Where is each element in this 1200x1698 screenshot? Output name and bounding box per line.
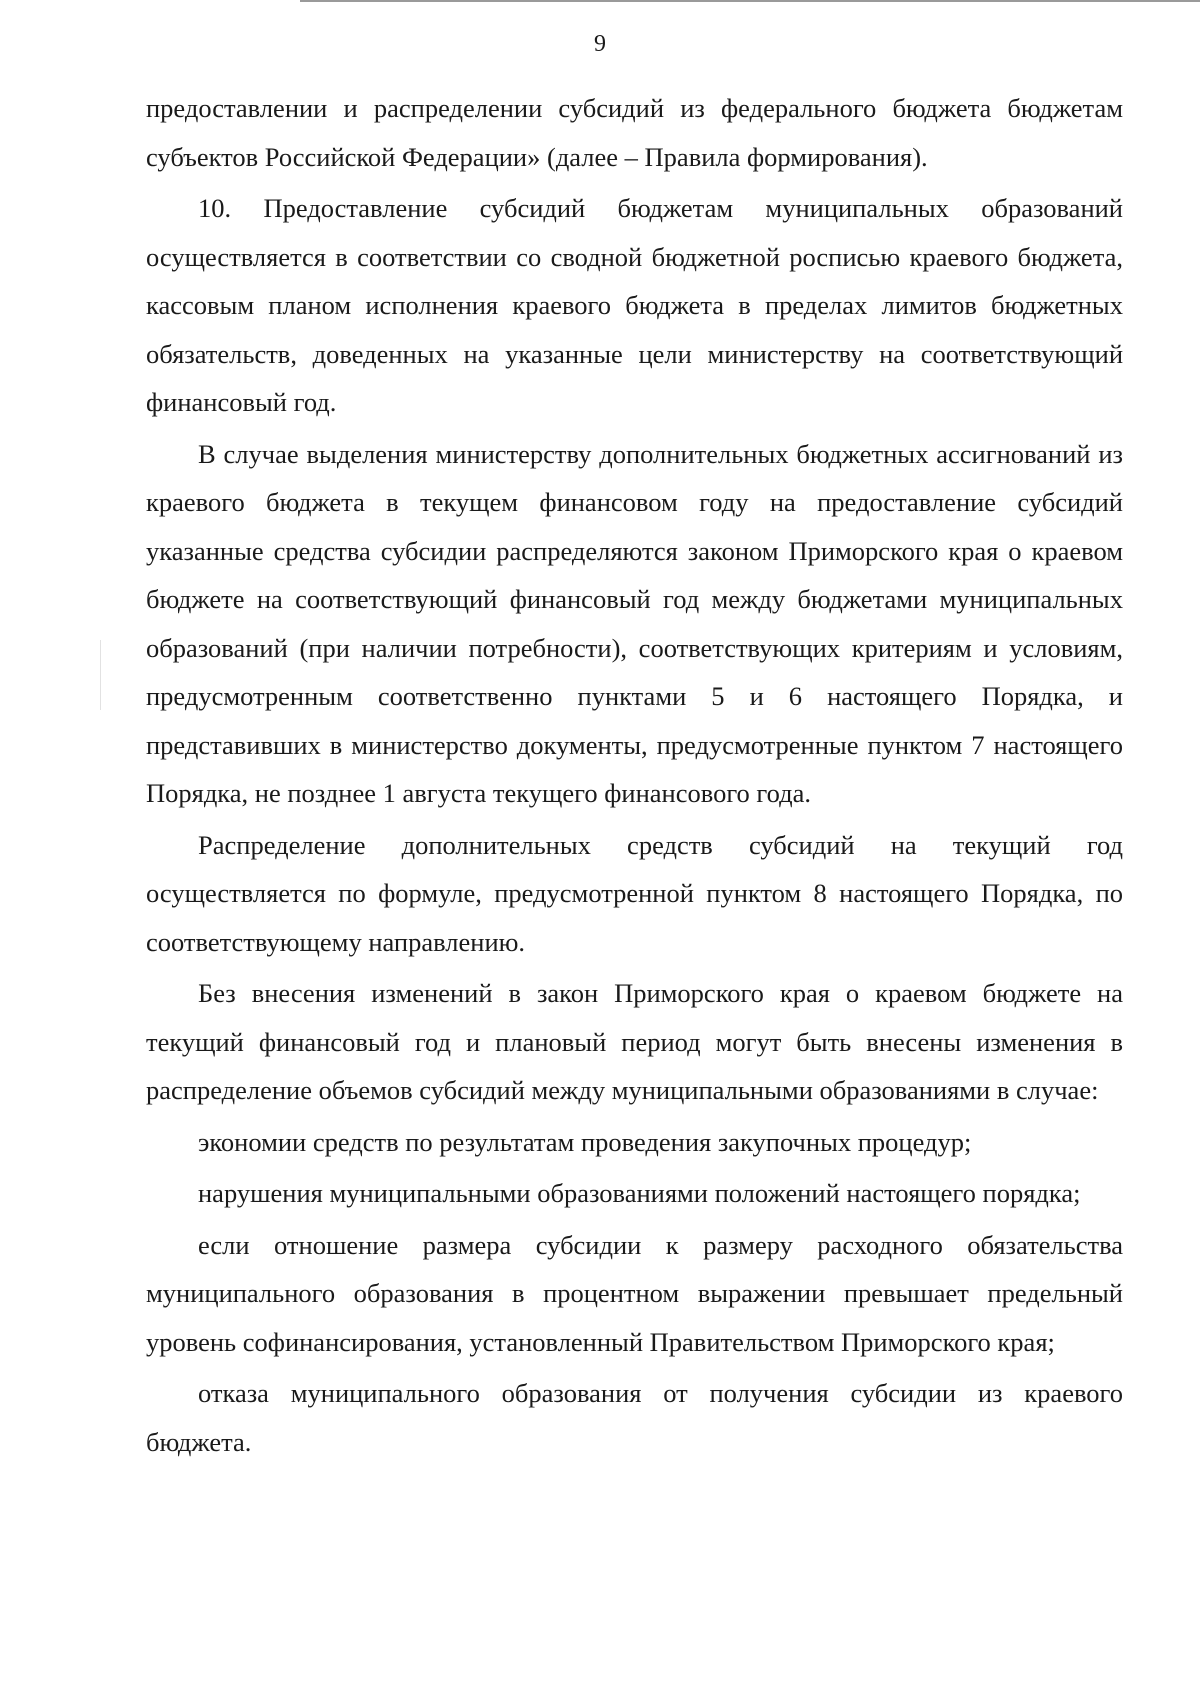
body-text (146, 84, 1123, 1469)
top-rule (300, 0, 1200, 2)
list-item-savings: экономии средств по результатам проведения закупочных процедур; (198, 1126, 972, 1157)
margin-mark (100, 640, 101, 710)
paragraph-changes-without-amendment: Без внесения изменений в закон Приморского края о краевом бюджете на текущий финансовый год и плановый период могут быть внесены изменения в распределение объемов субсидий между муниципальными образованиями в случае: (146, 978, 1123, 1105)
list-item-cofinancing-limit: если отношение размера субсидии к размеру расходного обязательства муниципального образования в процентном выражении превышает предельный уровень софинансирования, установленный Правительством Приморского края; (146, 1229, 1123, 1357)
paragraph-item-10: 10. Предоставление субсидий бюджетам муниципальных образований осуществляется в соответствии со сводной бюджетной росписью краевого бюджета, кассовым планом исполнения краевого бюджета в пределах лимитов бюджетных обязательств, доведенных на указанные цели министерству на соответствующий финансовый год. (146, 193, 1123, 417)
paragraph-additional-allocations: В случае выделения министерству дополнительных бюджетных ассигнований из краевого бюджета в текущем финансовом году на предоставление субсидий указанные средства субсидии распределяются законом Приморского края о краевом бюджете на соответствующий финансовый год между бюджетами муниципальных образований (при наличии потребности), соответствующих критериям и условиям, предусмотренным соответственно пунктами 5 и 6 настоящего Порядка, и представивших в министерство документы, предусмотренные пунктом 7 настоящего Порядка, не позднее 1 августа текущего финансового года. (146, 438, 1123, 808)
list-item-violations: нарушения муниципальными образованиями положений настоящего порядка; (198, 1178, 1081, 1208)
list-item-refusal: отказа муниципального образования от получения субсидии из краевого бюджета. (146, 1378, 1123, 1457)
page-number: 9 (594, 31, 606, 57)
paragraph-continuation: предоставлении и распределении субсидий из федерального бюджета бюджетам субъектов Российской Федерации» (далее – Правила формирования). (146, 93, 1123, 172)
paragraph-distribution-formula: Распределение дополнительных средств субсидий на текущий год осуществляется по формуле, предусмотренной пунктом 8 настоящего Порядка, по соответствующему направлению. (146, 829, 1123, 957)
